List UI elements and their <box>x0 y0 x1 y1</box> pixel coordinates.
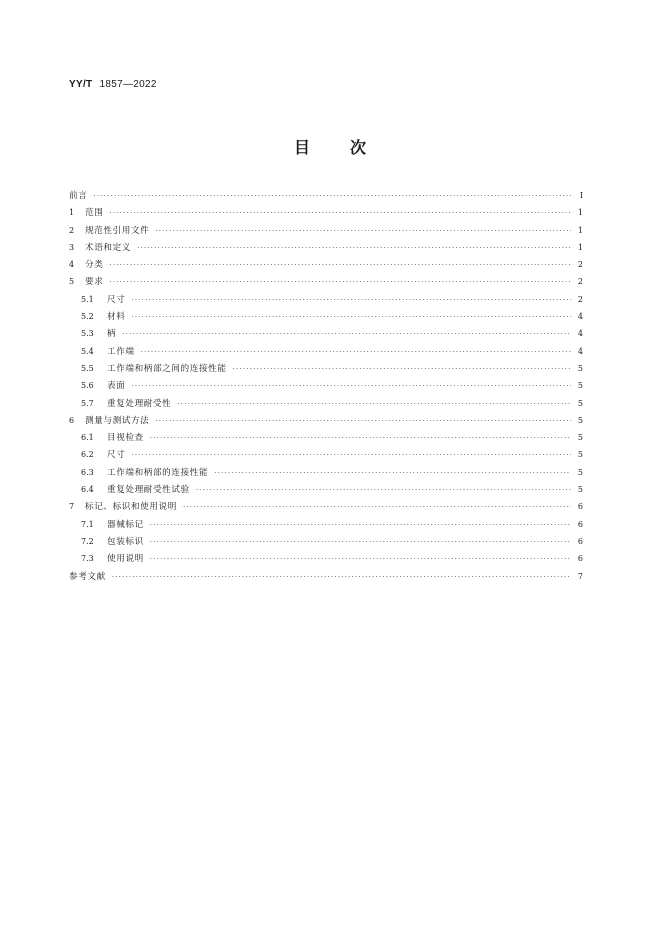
toc-entry-title: 重复处理耐受性 <box>107 398 172 409</box>
toc-leader-dots <box>131 378 571 395</box>
toc-entry-7-3[interactable] <box>69 550 583 567</box>
toc-leader-dots <box>131 309 571 326</box>
toc-entry-title: 重复处理耐受性试验 <box>107 485 190 496</box>
toc-entry-5-4[interactable] <box>69 343 583 360</box>
toc-entry-5-2[interactable] <box>69 308 583 325</box>
toc-entry-5-1[interactable] <box>69 291 583 308</box>
toc-leader-dots <box>131 292 571 309</box>
toc-leader-dots <box>214 465 571 482</box>
toc-entry-page: 2 <box>577 294 583 304</box>
toc-entry-title: 前言 <box>69 191 88 201</box>
page-title-part-1: 目 <box>293 138 312 157</box>
toc-entry-title: 尺寸 <box>107 294 126 305</box>
toc-entry-4[interactable] <box>69 256 583 273</box>
table-of-contents <box>69 187 583 585</box>
toc-entry-page: 6 <box>577 554 583 564</box>
toc-leader-dots <box>131 447 571 464</box>
toc-leader-dots <box>150 534 571 551</box>
toc-entry-title: 工作端和柄部的连接性能 <box>107 467 209 478</box>
toc-entry-number: 7 <box>69 502 75 512</box>
toc-entry-page: 4 <box>577 329 583 339</box>
toc-entry-title: 包装标识 <box>107 536 144 547</box>
page-title <box>0 135 662 158</box>
toc-leader-dots <box>150 517 571 534</box>
toc-entry-number: 5.5 <box>81 363 94 373</box>
toc-entry-number: 5 <box>69 277 75 287</box>
toc-leader-dots <box>112 569 571 586</box>
toc-entry-7[interactable] <box>69 498 583 515</box>
toc-entry-title: 参考文献 <box>69 571 106 582</box>
toc-entry-page: 1 <box>577 208 583 218</box>
toc-leader-dots <box>150 551 571 568</box>
toc-entry-number: 6 <box>69 415 75 425</box>
toc-entry-5-7[interactable] <box>69 395 583 412</box>
toc-leader-dots <box>109 257 571 274</box>
toc-entry-number: 6.1 <box>81 433 94 443</box>
toc-entry-foreword[interactable] <box>69 187 583 204</box>
toc-entry-page: 1 <box>577 225 583 235</box>
toc-entry-title: 柄 <box>107 329 117 340</box>
toc-leader-dots <box>122 326 571 343</box>
toc-entry-title: 术语和定义 <box>85 242 131 253</box>
toc-entry-title: 要求 <box>85 277 104 288</box>
toc-entry-page: 5 <box>577 433 583 443</box>
toc-entry-title: 尺寸 <box>107 450 126 461</box>
toc-entry-number: 6.2 <box>81 450 94 460</box>
toc-entry-5-3[interactable] <box>69 325 583 342</box>
toc-entry-page: 2 <box>577 260 583 270</box>
toc-entry-6[interactable] <box>69 412 583 429</box>
toc-entry-title: 表面 <box>107 381 126 392</box>
toc-entry-5-6[interactable] <box>69 377 583 394</box>
toc-entry-page: 5 <box>577 398 583 408</box>
toc-entry-5[interactable] <box>69 273 583 290</box>
toc-entry-page: 5 <box>577 485 583 495</box>
toc-entry-page: 5 <box>577 381 583 391</box>
toc-leader-dots <box>150 430 571 447</box>
toc-entry-page: 7 <box>577 571 583 581</box>
toc-entry-5-5[interactable] <box>69 360 583 377</box>
toc-leader-dots <box>137 240 571 257</box>
toc-entry-title: 材料 <box>107 312 126 323</box>
toc-entry-title: 使用说明 <box>107 554 144 565</box>
toc-entry-1[interactable] <box>69 204 583 221</box>
toc-entry-number: 5.3 <box>81 329 94 339</box>
standard-code-number: 1857—2022 <box>99 79 157 90</box>
toc-entry-page: 4 <box>577 312 583 322</box>
toc-leader-dots <box>93 188 571 205</box>
toc-entry-6-1[interactable] <box>69 429 583 446</box>
toc-leader-dots <box>155 223 571 240</box>
toc-entry-number: 7.3 <box>81 554 94 564</box>
toc-entry-page: 5 <box>577 467 583 477</box>
toc-entry-title: 范围 <box>85 208 104 219</box>
toc-entry-title: 目视检查 <box>107 433 144 444</box>
toc-entry-title: 工作端和柄部之间的连接性能 <box>107 363 227 374</box>
toc-leader-dots <box>109 205 571 222</box>
toc-entry-page: 5 <box>577 363 583 373</box>
toc-entry-number: 7.1 <box>81 519 94 529</box>
toc-entry-number: 6.4 <box>81 485 94 495</box>
toc-leader-dots <box>183 499 571 516</box>
toc-entry-page: Ⅰ <box>579 191 583 200</box>
toc-entry-title: 器械标记 <box>107 519 144 530</box>
toc-entry-number: 7.2 <box>81 536 94 546</box>
toc-leader-dots <box>109 274 571 291</box>
toc-entry-number: 6.3 <box>81 467 94 477</box>
toc-entry-title: 规范性引用文件 <box>85 225 150 236</box>
toc-entry-3[interactable] <box>69 239 583 256</box>
toc-entry-page: 5 <box>577 450 583 460</box>
toc-entry-page: 2 <box>577 277 583 287</box>
toc-entry-number: 5.7 <box>81 398 94 408</box>
toc-entry-number: 5.6 <box>81 381 94 391</box>
toc-entry-number: 5.1 <box>81 294 94 304</box>
toc-entry-number: 5.4 <box>81 346 94 356</box>
toc-leader-dots <box>177 396 571 413</box>
toc-leader-dots <box>155 413 571 430</box>
toc-entry-title: 测量与测试方法 <box>85 415 150 426</box>
toc-entry-number: 3 <box>69 242 75 252</box>
toc-entry-number: 1 <box>69 208 75 218</box>
standard-code <box>69 79 157 90</box>
toc-leader-dots <box>233 361 571 378</box>
toc-entry-references[interactable] <box>69 568 583 585</box>
toc-entry-number: 2 <box>69 225 75 235</box>
page-title-part-2: 次 <box>350 138 369 157</box>
toc-entry-page: 1 <box>577 242 583 252</box>
toc-entry-page: 4 <box>577 346 583 356</box>
toc-entry-page: 5 <box>577 415 583 425</box>
toc-entry-title: 工作端 <box>107 346 135 357</box>
toc-leader-dots <box>141 344 571 361</box>
toc-entry-number: 5.2 <box>81 312 94 322</box>
toc-leader-dots <box>196 482 571 499</box>
toc-entry-page: 6 <box>577 536 583 546</box>
toc-entry-title: 标记、标识和使用说明 <box>85 502 177 513</box>
toc-entry-7-2[interactable] <box>69 533 583 550</box>
toc-entry-2[interactable] <box>69 222 583 239</box>
toc-entry-title: 分类 <box>85 260 104 271</box>
toc-entry-7-1[interactable] <box>69 516 583 533</box>
toc-entry-page: 6 <box>577 519 583 529</box>
toc-entry-6-2[interactable] <box>69 446 583 463</box>
toc-entry-page: 6 <box>577 502 583 512</box>
standard-code-prefix: YY/T <box>69 79 93 90</box>
toc-entry-number: 4 <box>69 260 75 270</box>
toc-entry-6-4[interactable] <box>69 481 583 498</box>
toc-entry-6-3[interactable] <box>69 464 583 481</box>
